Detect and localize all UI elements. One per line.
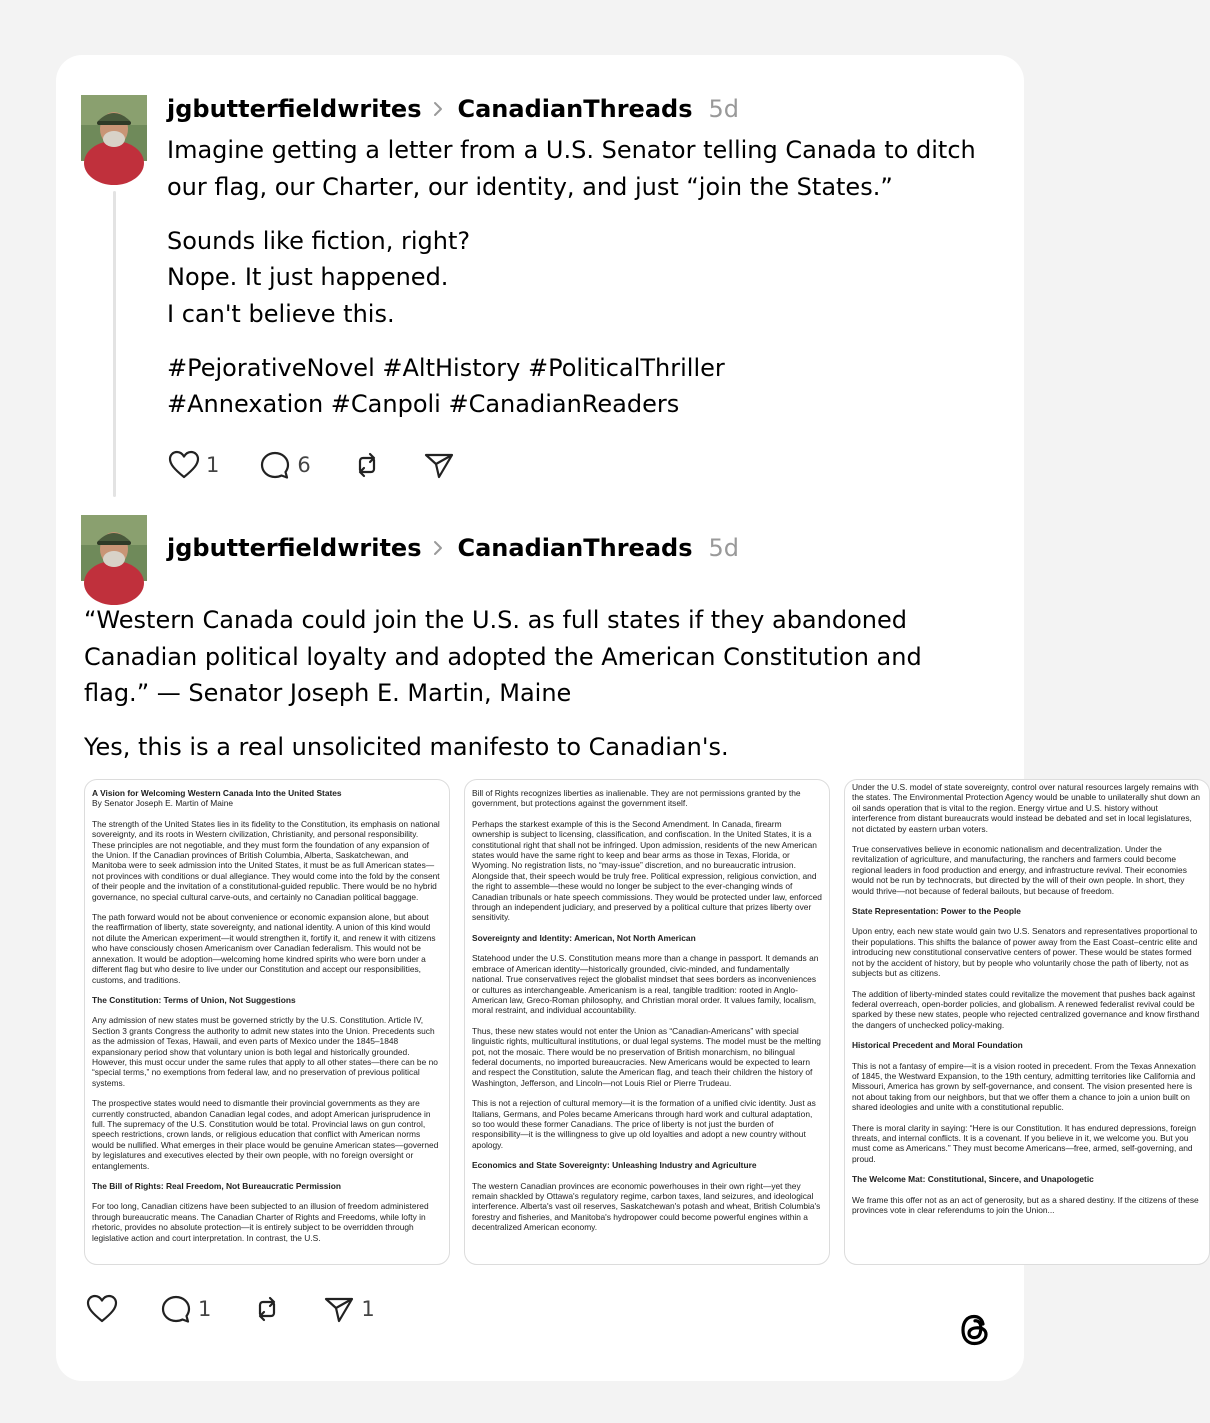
feed-card (56, 55, 1201, 1381)
document-title: A Vision for Welcoming Western Canada Into the United States (92, 788, 342, 798)
document-heading: The Constitution: Terms of Union, Not Suggestions (92, 994, 296, 1005)
document-paragraph: The western Canadian provinces are economic powerhouses in their own right—yet they remain shackled by Ottawa's regulatory regime, carbon taxes, land seizures, and ideological interference. Alberta's vast oil reserves, Saskatchewan's potash and wheat, British Columbia's forestry and fisheries, and Manitoba's hydropower could become powerful engines within a decentralized American economy. (472, 1180, 821, 1233)
send-icon (323, 1294, 355, 1324)
threads-logo-icon[interactable] (956, 1310, 994, 1354)
document-paragraph: Any admission of new states must be governed strictly by the U.S. Constitution. Article IV, Section 3 grants Congress the authority to admit new states into the Union. Precedents such as the admission of Texas, Hawaii, and even parts of Mexico under the 1845–1848 expansionary period show that voluntary union is both legal and historically grounded. However, this must occur under the same rules that apply to all other states—there can be no “special terms,” no exemptions from federal law, and no preservation of previous political systems. (92, 1015, 438, 1088)
document-paragraph: Under the U.S. model of state sovereignty, control over natural resources largely remains with the states. The Environmental Protection Agency would be unable to unilaterally shut down an oil sands operation that is vital to the region. Energy virtue and U.S. history without interference from distant bureaucrats would instead be debated and set in local legislatures, not dictated by eastern urban voters. (852, 782, 1201, 834)
thread-connector-line (113, 191, 116, 497)
post-paragraph: Imagine getting a letter from a U.S. Senator telling Canada to ditch our flag, our Charter, our identity, and just “join the States.” (167, 136, 976, 201)
chevron-right-icon (433, 540, 443, 556)
repost-button[interactable] (251, 1294, 283, 1324)
share-button[interactable] (323, 1294, 374, 1324)
document-paragraph: The strength of the United States lies in its fidelity to the Constitution, its emphasis on national sovereignty, and its roots in Western civilization, Christianity, and personal responsibility. These principles are not negotiable, and they must form the foundation of any expansion of the Union. If the Canadian provinces of British Columbia, Alberta, Saskatchewan, and Manitoba were to seek admission into the United States, it must be as full American states—not provinces with conditions or dual allegiance. They would come into the fold by the consent of their people and the invitation of a constitutional-guided republic. There would be no hybrid governance, no special cultural carve-outs, and certainly no Canadian political baggage. (92, 818, 440, 902)
document-paragraph: True conservatives believe in economic nationalism and decentralization. Under the revitalization of agriculture, and manufacturing, the ranchers and farmers could become regional leaders in food production and energy, and infrastructure revival. Their economies would not be run by technocrats, but directed by the will of their own people. In short, they would thrive—not because of federal bailouts, but because of freedom. (852, 844, 1187, 896)
reply-button[interactable] (160, 1294, 211, 1324)
avatar[interactable] (81, 515, 147, 581)
document-image[interactable] (464, 779, 830, 1265)
post-timestamp: 5d (708, 95, 740, 123)
document-image[interactable] (84, 779, 450, 1265)
document-byline: By Senator Joseph E. Martin of Maine (92, 798, 234, 809)
document-image[interactable] (844, 779, 1210, 1265)
avatar-image (81, 515, 147, 581)
document-paragraph: Statehood under the U.S. Constitution means more than a change in passport. It demands an embrace of American identity—historically grounded, civic-minded, and fundamentally national. True conservatives reject the globalist mindset that sees borders as inconveniences or cultures as interchangeable. Americanism is a real, tangible tradition: rooted in Anglo-American law, Greco-Roman philosophy, and Christian moral order. It values family, localism, moral restraint, and individual accountability. (472, 953, 819, 1016)
document-paragraph: Thus, these new states would not enter the Union as “Canadian-Americans” with special linguistic rights, multicultural institutions, or dual legal systems. The model must be the melting pot, not the mosaic. There would be no preservation of British monarchism, no bilingual federal documents, no imported bureaucracies. New Americans would be expected to learn and respect the Constitution, salute the American flag, and teach their children the history of Washington, Jefferson, and Lincoln—not Louis Riel or Pierre Trudeau. (472, 1025, 821, 1088)
post-hashtags[interactable]: #PejorativeNovel #AltHistory #PoliticalThriller #Annexation #Canpoli #CanadianReaders (167, 353, 725, 418)
heart-icon (86, 1294, 118, 1324)
share-count: 1 (361, 1297, 375, 1321)
post-header (167, 531, 739, 565)
image-carousel[interactable] (84, 779, 1201, 1267)
repost-icon (351, 450, 383, 480)
share-button[interactable] (423, 450, 455, 480)
document-paragraph: Bill of Rights recognizes liberties as inalienable. They are not permissions granted by the government, but protections against the government itself. (472, 788, 801, 809)
avatar-image (81, 95, 147, 161)
repost-icon (251, 1294, 283, 1324)
comment-icon (160, 1294, 192, 1324)
post-actions (86, 1292, 415, 1326)
post-actions (168, 448, 495, 482)
document-heading: State Representation: Power to the People (852, 906, 1021, 917)
document-paragraph: We frame this offer not as an act of generosity, but as a shared destiny. If the citizens of these provinces vote in clear referendums to join the Union... (852, 1194, 1199, 1215)
document-heading: Historical Precedent and Moral Foundation (852, 1040, 1023, 1051)
post-line: Sounds like fiction, right? (167, 226, 471, 255)
document-heading: The Welcome Mat: Constitutional, Sincere, and Unapologetic (852, 1174, 1094, 1185)
chevron-right-icon (433, 101, 443, 117)
community-link[interactable]: CanadianThreads (457, 95, 693, 123)
post-body (167, 132, 1007, 423)
document-paragraph: This is not a fantasy of empire—it is a vision rooted in precedent. From the Texas Annexation of 1845, the Westward Expansion, to the 19th century, admitting territories like California and Missouri, America has grown by self-governance, and consent. The vision presented here is not about taking from our neighbors, but that we offer them a chance to join a union built on shared ideologies and unite with a constitutional republic. (852, 1060, 1196, 1113)
like-count: 1 (206, 453, 220, 477)
username-link[interactable]: jgbutterfieldwrites (167, 95, 422, 123)
document-paragraph: The prospective states would need to dismantle their provincial governments as they are currently constructed, abandon Canadian legal codes, and adopt American jurisprudence in full. The supremacy of the U.S. Constitution would be total. Provincial laws on gun control, speech restrictions, crown lands, or religious education that conflict with American norms would be nullified. What emerges in their place would be genuine American states—governed by legislatures and executives elected by their own people, with no foreign oversight or entanglements. (92, 1098, 439, 1171)
document-paragraph: There is moral clarity in saying: “Here is our Constitution. It has endured depressions, foreign threats, and internal conflicts. It is a covenant. If you believe in it, we welcome you. But you must come as Americans.” They must become Americans—free, armed, self-governing, and proud. (852, 1122, 1197, 1164)
document-heading: The Bill of Rights: Real Freedom, Not Bureaucratic Permission (92, 1181, 341, 1191)
post-line: Nope. It just happened. (167, 263, 449, 291)
reply-count: 1 (198, 1297, 212, 1321)
document-paragraph: For too long, Canadian citizens have been subjected to an illusion of freedom administered through bureaucratic means. The Canadian Charter of Rights and Freedoms, while lofty in rhetoric, provides no absolute protection—it is entirely subject to be overridden through legislative action and court interpretation. In contrast, the U.S. (92, 1201, 429, 1243)
document-paragraph: The addition of liberty-minded states could revitalize the movement that pushes back against federal overreach, open-border policies, and globalism. A renewed federalist revival could be sparked by these new states, people who rejected centralized governance and know firsthand the dangers of unchecked policy-making. (852, 988, 1200, 1030)
post-paragraph: Yes, this is a real unsolicited manifesto to Canadian's. (84, 733, 729, 761)
document-paragraph: The path forward would not be about convenience or economic expansion alone, but about the reaffirmation of liberty, state sovereignty, and national identity. A union of this kind would not dilute the American experiment—it would strengthen it, fortify it, and renew it with citizens who have consciously chosen Americanism over Canadian federalism. This would not be annexation. It would be adoption—welcoming home kindred spirits who were born under a different flag but who desire to live under our Constitution and accept our responsibilities, customs, and traditions. (92, 912, 436, 985)
reply-button[interactable] (259, 450, 310, 480)
avatar[interactable] (81, 95, 147, 161)
community-link[interactable]: CanadianThreads (457, 534, 693, 562)
heart-icon (168, 450, 200, 480)
document-paragraph: Perhaps the starkest example of this is the Second Amendment. In Canada, firearm ownership is subject to licensing, classification, and confiscation. In the United States, it is a constitutional right that shall not be infringed. Upon admission, residents of the new American states would have the same right to keep and bear arms as those in Texas, Florida, or Wyoming. No registration lists, no “may-issue” discretion, and no bureaucratic intrusion. Alongside that, their speech would be truly free. Political expression, religious conviction, and the right to assemble—these would no longer be subject to the ever-changing winds of Canadian tribunals or hate speech commissions. They would be protected under law, enforced through an independent judiciary, and preserved by a political culture that prizes liberty over sensitivity. (472, 818, 822, 923)
post-line: I can't believe this. (167, 299, 395, 328)
post-paragraph: “Western Canada could join the U.S. as full states if they abandoned Canadian political loyalty and adopted the American Constitution and flag.” — Senator Joseph E. Martin, Maine (84, 606, 922, 707)
document-paragraph: This is not a rejection of cultural memory—it is the formation of a unified civic identity. Just as Italians, Germans, and Poles became Americans through hard work and cultural adaptation, so too would these former Canadians. The price of liberty is not just the burden of responsibility—it is the willingness to give up old loyalties and adopt a new country without apology. (472, 1098, 816, 1150)
username-link[interactable]: jgbutterfieldwrites (167, 534, 422, 562)
like-button[interactable] (86, 1294, 118, 1324)
like-button[interactable] (168, 450, 219, 480)
document-paragraph: Upon entry, each new state would gain two U.S. Senators and representatives proportional to their populations. This shifts the balance of power away from the East Coast–centric elite and introducing new constitutional conservative centers of power. These would be states formed not by the accident of history, but by people who voluntarily chose the path of liberty, not as subjects but as citizens. (852, 926, 1198, 979)
comment-icon (259, 450, 291, 480)
document-heading: Economics and State Sovereignty: Unleashing Industry and Agriculture (472, 1160, 757, 1171)
repost-button[interactable] (351, 450, 383, 480)
post-header (167, 92, 739, 126)
send-icon (423, 450, 455, 480)
reply-count: 6 (297, 453, 311, 477)
document-heading: Sovereignty and Identity: American, Not North American (472, 932, 696, 943)
post-body (84, 602, 994, 766)
post-timestamp: 5d (708, 534, 740, 562)
